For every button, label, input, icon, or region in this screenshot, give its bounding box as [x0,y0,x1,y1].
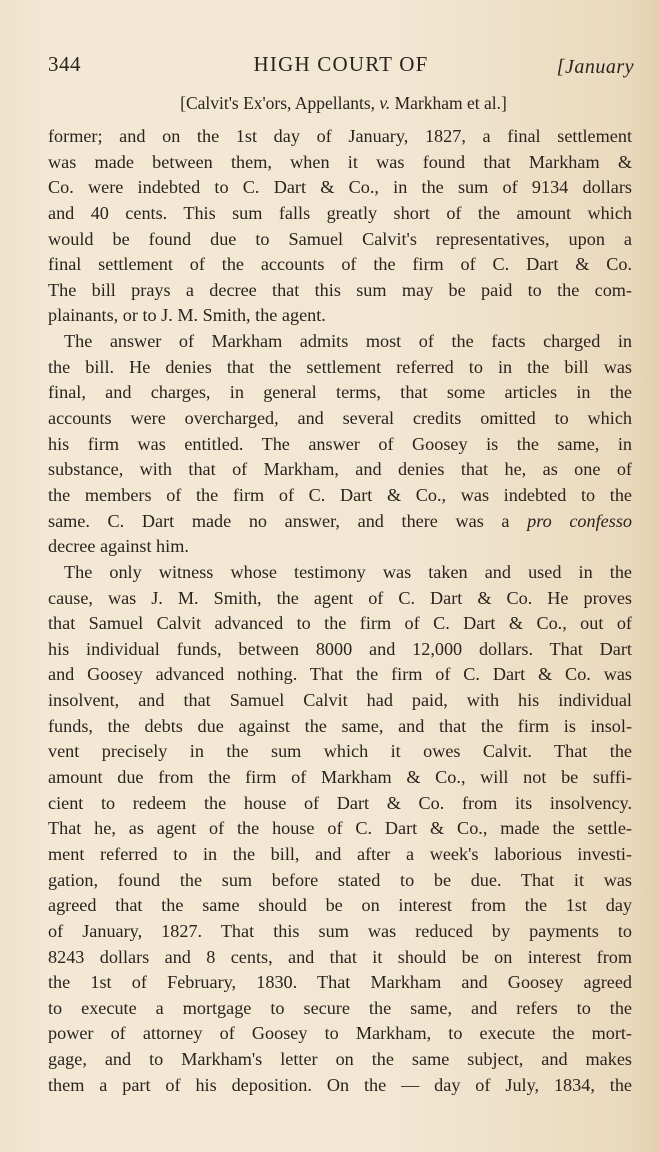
text-line: and Goosey advanced nothing. That the firm of C. Dart & Co. was [48,664,632,685]
text-line: the members of the firm of C. Dart & Co., was indebted to the [48,484,632,505]
text-line: same. C. Dart made no answer, and there was a pro confesso [48,510,632,531]
text-line: the 1st of February, 1830. That Markham and Goosey agreed [48,972,632,993]
text-line: amount due from the firm of Markham & Co., will not be suffi- [48,767,632,788]
paragraph [48,329,632,560]
body-text [48,124,632,1098]
text-line: and 40 cents. This sum falls greatly short of the amount which [48,202,632,223]
text-line: was made between them, when it was found that Markham & [48,151,632,172]
text-line: of January, 1827. That this sum was reduced by payments to [48,920,632,941]
text-line: cause, was J. M. Smith, the agent of C. Dart & Co. He proves [48,587,632,608]
text-line: cient to redeem the house of Dart & Co. from its insolvency. [48,792,632,813]
text-line: power of attorney of Goosey to Markham, to execute the mort- [48,1023,632,1044]
page-number: 344 [48,52,81,76]
text-line: The bill prays a decree that this sum may be paid to the com- [48,279,632,300]
paragraph [48,560,632,1098]
text-line: insolvent, and that Samuel Calvit had paid, with his individual [48,690,632,711]
text-line: vent precisely in the sum which it owes Calvit. That the [48,741,632,762]
italic-text: pro confesso [527,510,632,531]
running-head-month: [January [556,56,634,78]
text-line: final, and charges, in general terms, that some articles in the [48,382,632,403]
text-line: plainants, or to J. M. Smith, the agent. [48,305,326,326]
running-title: HIGH COURT OF [253,52,429,76]
text-line: his individual funds, between 8000 and 12,000 dollars. That Dart [48,638,632,659]
italic-text: v. [379,93,391,113]
text-line: his firm was entitled. The answer of Goosey is the same, in [48,433,632,454]
text-line: gage, and to Markham's letter on the same subject, and makes [48,1049,632,1070]
text-line: ment referred to in the bill, and after a week's laborious investi- [48,843,632,864]
text-line: that Samuel Calvit advanced to the firm of C. Dart & Co., out of [48,613,632,634]
case-caption: [Calvit's Ex'ors, Appellants, v. Markham et al.] [180,93,507,113]
text-line: The only witness whose testimony was taken and used in the [64,561,632,582]
text-line: agreed that the same should be on interest from the 1st day [48,895,632,916]
text-line: substance, with that of Markham, and denies that he, as one of [48,459,632,480]
running-head [48,52,634,82]
text-line: final settlement of the accounts of the firm of C. Dart & Co. [48,254,632,275]
text-line: Co. were indebted to C. Dart & Co., in the sum of 9134 dollars [48,177,632,198]
text-line: the bill. He denies that the settlement referred to in the bill was [48,356,632,377]
text-line: to execute a mortgage to secure the same, and refers to the [48,997,632,1018]
text-line: 8243 dollars and 8 cents, and that it should be on interest from [48,946,632,967]
paragraph [48,124,632,329]
text-line: decree against him. [48,536,189,557]
text-line: former; and on the 1st day of January, 1827, a final settlement [48,126,632,146]
text-line: That he, as agent of the house of C. Dart & Co., made the settle- [48,818,632,839]
text-line: them a part of his deposition. On the — day of July, 1834, the [48,1074,632,1095]
text-line: gation, found the sum before stated to be due. That it was [48,869,632,890]
text-line: would be found due to Samuel Calvit's representatives, upon a [48,228,632,249]
text-line: The answer of Markham admits most of the facts charged in [64,331,632,352]
text-line: accounts were overcharged, and several credits omitted to which [48,408,632,429]
text-line: funds, the debts due against the same, and that the firm is insol- [48,715,632,736]
